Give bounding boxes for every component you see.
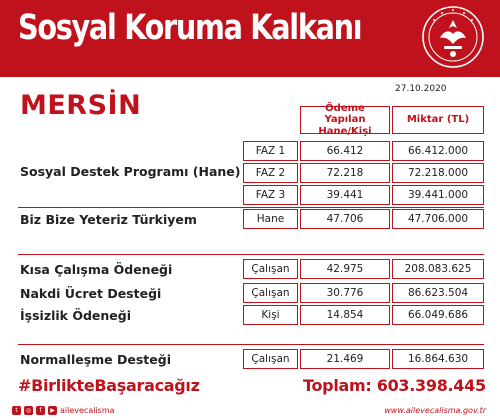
nakdi-ucret-amount: 86.623.504 [392,283,484,303]
row-divider [18,207,484,208]
normallesme-amount: 16.864.630 [392,349,484,369]
biz-bize-count: 47.706 [300,209,390,229]
website-link[interactable]: www.ailevecalisma.gov.tr [384,406,486,415]
phase-2-unit: FAZ 2 [243,163,298,183]
biz-bize-unit: Hane [243,209,298,229]
normallesme-label: Normalleşme Desteği [20,352,171,367]
kisa-calisma-label: Kısa Çalışma Ödeneği [20,262,173,277]
ministry-emblem-icon [420,4,486,70]
hashtag: #BirlikteBaşaracağız [18,376,200,395]
phase-1-amount: 66.412.000 [392,141,484,161]
biz-bize-label: Biz Bize Yeteriz Türkiyem [20,212,197,227]
normallesme-unit: Çalışan [243,349,298,369]
issizlik-amount: 66.049.686 [392,305,484,325]
facebook-icon[interactable]: f [36,406,45,415]
phase-2-count: 72.218 [300,163,390,183]
phase-3-count: 39.441 [300,185,390,205]
phase-2-amount: 72.218.000 [392,163,484,183]
section-divider [18,254,484,255]
amount-column-header: Miktar (TL) [392,106,484,134]
issizlik-label: İşsizlik Ödeneği [20,308,131,323]
kisa-calisma-unit: Çalışan [243,259,298,279]
social-links [12,406,115,415]
phase-1-unit: FAZ 1 [243,141,298,161]
phase-1-count: 66.412 [300,141,390,161]
grand-total: Toplam: 603.398.445 [303,376,486,395]
issizlik-unit: Kişi [243,305,298,325]
nakdi-ucret-unit: Çalışan [243,283,298,303]
issizlik-count: 14.854 [300,305,390,325]
biz-bize-amount: 47.706.000 [392,209,484,229]
page-title: Sosyal Koruma Kalkanı [18,8,362,48]
nakdi-ucret-count: 30.776 [300,283,390,303]
sosyal-destek-label: Sosyal Destek Programı (Hane) [20,164,241,179]
social-handle[interactable]: ailevecalisma [60,406,115,415]
kisa-calisma-count: 42.975 [300,259,390,279]
phase-3-unit: FAZ 3 [243,185,298,205]
kisa-calisma-amount: 208.083.625 [392,259,484,279]
city-name: MERSİN [20,90,142,121]
youtube-icon[interactable]: ▶ [48,406,57,415]
section-divider [18,344,484,345]
report-date: 27.10.2020 [395,84,447,94]
twitter-icon[interactable]: t [12,406,21,415]
title-banner [0,0,500,77]
normallesme-count: 21.469 [300,349,390,369]
count-column-header: Ödeme Yapılan Hane/Kişi [300,106,390,134]
phase-3-amount: 39.441.000 [392,185,484,205]
instagram-icon[interactable]: ◎ [25,407,32,414]
nakdi-ucret-label: Nakdi Ücret Desteği [20,286,162,301]
